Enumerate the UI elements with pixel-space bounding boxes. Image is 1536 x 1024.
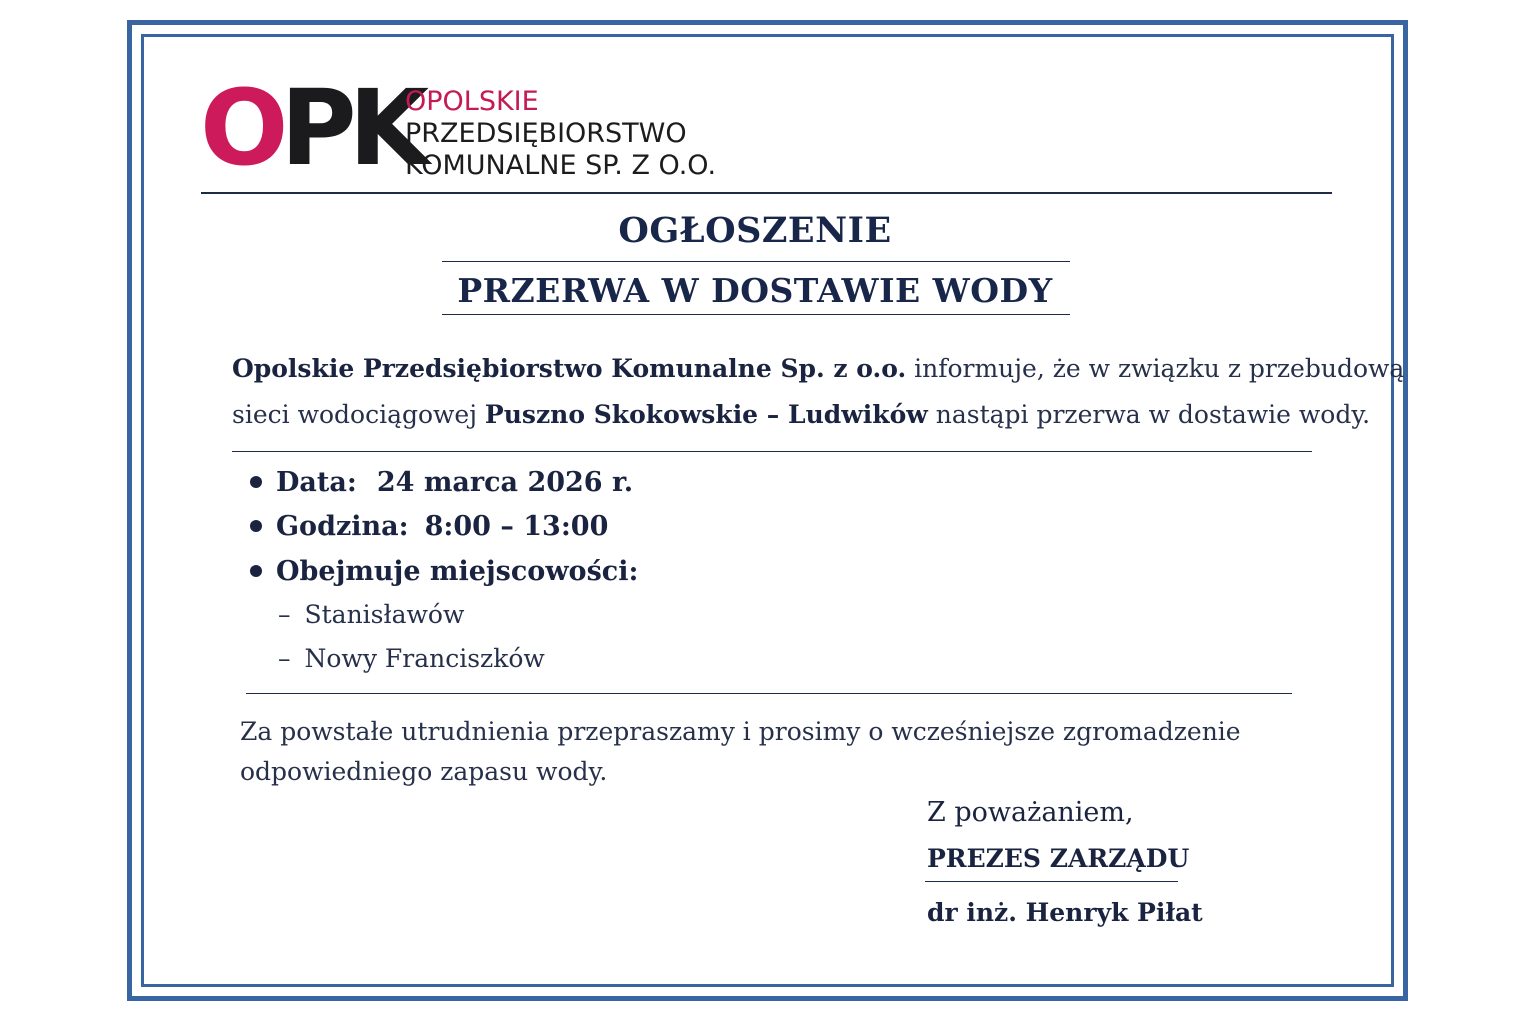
date-label: Data: — [276, 467, 357, 498]
signature-role: PREZES ZARZĄDU — [927, 844, 1190, 873]
time-label: Godzina: — [276, 511, 409, 542]
title-rule-bottom — [442, 314, 1070, 315]
announcement-subtitle: PRZERWA W DOSTAWIE WODY — [457, 271, 1053, 310]
title-rule-top — [442, 261, 1070, 262]
header-divider — [201, 192, 1332, 194]
bullet-dot-icon — [250, 565, 262, 577]
announcement-title: OGŁOSZENIE — [618, 210, 892, 251]
bullet-dot-icon — [250, 520, 262, 532]
place-name: Nowy Franciszków — [304, 644, 545, 673]
time-value: 8:00 – 13:00 — [424, 511, 609, 542]
logo-company-name — [405, 86, 716, 182]
company-name: Opolskie Przedsiębiorstwo Komunalne Sp. z o.o. — [232, 354, 907, 383]
places-label: Obejmuje miejscowości: — [276, 556, 639, 587]
signature-line — [925, 881, 1178, 882]
place-item — [278, 639, 545, 679]
bullet-dot-icon — [250, 476, 262, 488]
details-divider-bottom — [246, 693, 1292, 694]
logo-line-3: KOMUNALNE SP. Z O.O. — [405, 150, 717, 181]
closing-paragraph: Za powstałe utrudnienia przepraszamy i prosimy o wcześniejsze zgromadzenie odpowiedniego zapasu wody. — [240, 717, 1241, 786]
date-item — [250, 463, 633, 503]
dash-icon: – — [278, 600, 291, 629]
opk-logo-mark — [200, 67, 422, 189]
details-divider-top — [232, 451, 1312, 452]
intro-text-2: sieci wodociągowej — [232, 400, 485, 429]
place-name: Stanisławów — [304, 600, 465, 629]
dash-icon: – — [278, 644, 291, 673]
signature-greeting: Z poważaniem, — [927, 797, 1134, 828]
date-value: 24 marca 2026 r. — [376, 467, 634, 498]
places-item — [250, 552, 638, 592]
intro-text-1: informuje, że w związku z przebudową — [906, 354, 1405, 383]
intro-paragraph — [232, 346, 1405, 438]
logo-line-2: PRZEDSIĘBIORSTWO — [405, 118, 687, 149]
logo-line-1: OPOLSKIE — [405, 86, 539, 117]
logo-letter-o: O — [200, 67, 281, 189]
signature-name: dr inż. Henryk Piłat — [927, 898, 1203, 927]
intro-text-3: nastąpi przerwa w dostawie wody. — [927, 400, 1371, 429]
time-item — [250, 507, 608, 547]
affected-network: Puszno Skokowskie – Ludwików — [484, 400, 928, 429]
place-item — [278, 595, 464, 635]
logo-letters-pk: PK — [280, 67, 422, 189]
